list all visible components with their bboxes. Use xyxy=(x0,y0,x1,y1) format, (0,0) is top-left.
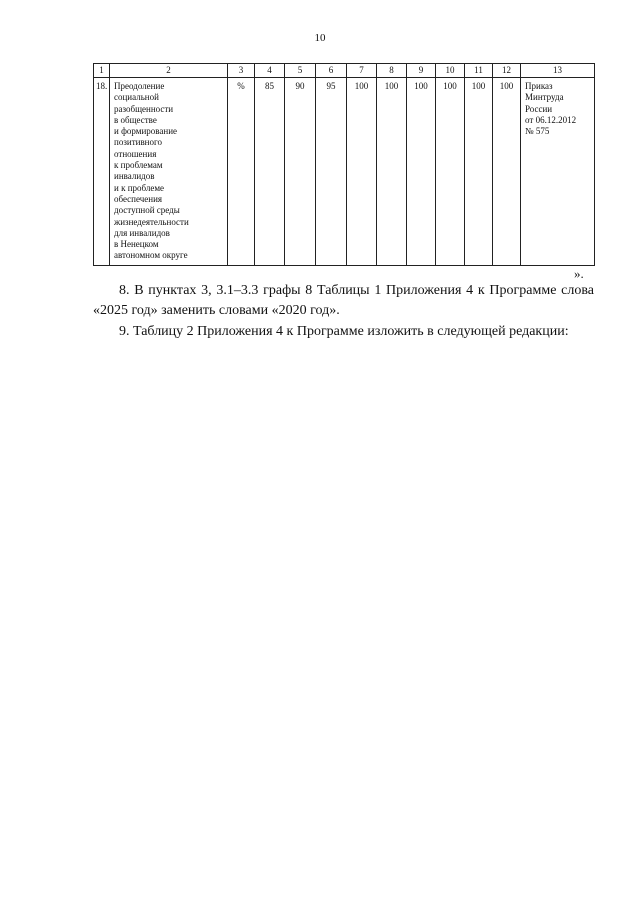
source-document-cell: Приказ Минтруда России от 06.12.2012 № 575 xyxy=(521,78,595,266)
paragraph-9: 9. Таблицу 2 Приложения 4 к Программе изложить в следующей редакции: xyxy=(119,324,569,339)
unit-cell: % xyxy=(228,78,255,266)
value-cell: 100 xyxy=(493,78,521,266)
indicator-table xyxy=(93,63,595,266)
table-header-row xyxy=(94,64,595,78)
value-cell: 85 xyxy=(255,78,285,266)
closing-quote: ». xyxy=(574,266,584,281)
value-cell: 90 xyxy=(285,78,316,266)
column-header: 4 xyxy=(255,64,285,78)
value-cell: 100 xyxy=(465,78,493,266)
column-header: 2 xyxy=(110,64,228,78)
value-cell: 100 xyxy=(347,78,377,266)
column-header: 3 xyxy=(228,64,255,78)
indicator-name-cell: Преодоление социальной разобщенности в обществе и формирование позитивного отношения к проблемам инвалидов и к проблеме обеспечения доступной среды жизнедеятельности для инвалидов в Ненецком автономном округе xyxy=(110,78,228,266)
column-header: 13 xyxy=(521,64,595,78)
column-header: 10 xyxy=(436,64,465,78)
column-header: 7 xyxy=(347,64,377,78)
column-header: 9 xyxy=(407,64,436,78)
paragraph-8: 8. В пунктах 3, 3.1–3.3 графы 8 Таблицы 1 Приложения 4 к Программе слова «2025 год» заменить словами «2020 год». xyxy=(93,283,594,318)
value-cell: 95 xyxy=(316,78,347,266)
column-header: 6 xyxy=(316,64,347,78)
column-header: 11 xyxy=(465,64,493,78)
value-cell: 100 xyxy=(377,78,407,266)
value-cell: 100 xyxy=(436,78,465,266)
page-number: 10 xyxy=(314,32,326,44)
value-cell: 100 xyxy=(407,78,436,266)
column-header: 1 xyxy=(94,64,110,78)
column-header: 8 xyxy=(377,64,407,78)
table-row xyxy=(94,78,595,266)
row-number-cell: 18. xyxy=(94,78,110,266)
column-header: 12 xyxy=(493,64,521,78)
column-header: 5 xyxy=(285,64,316,78)
